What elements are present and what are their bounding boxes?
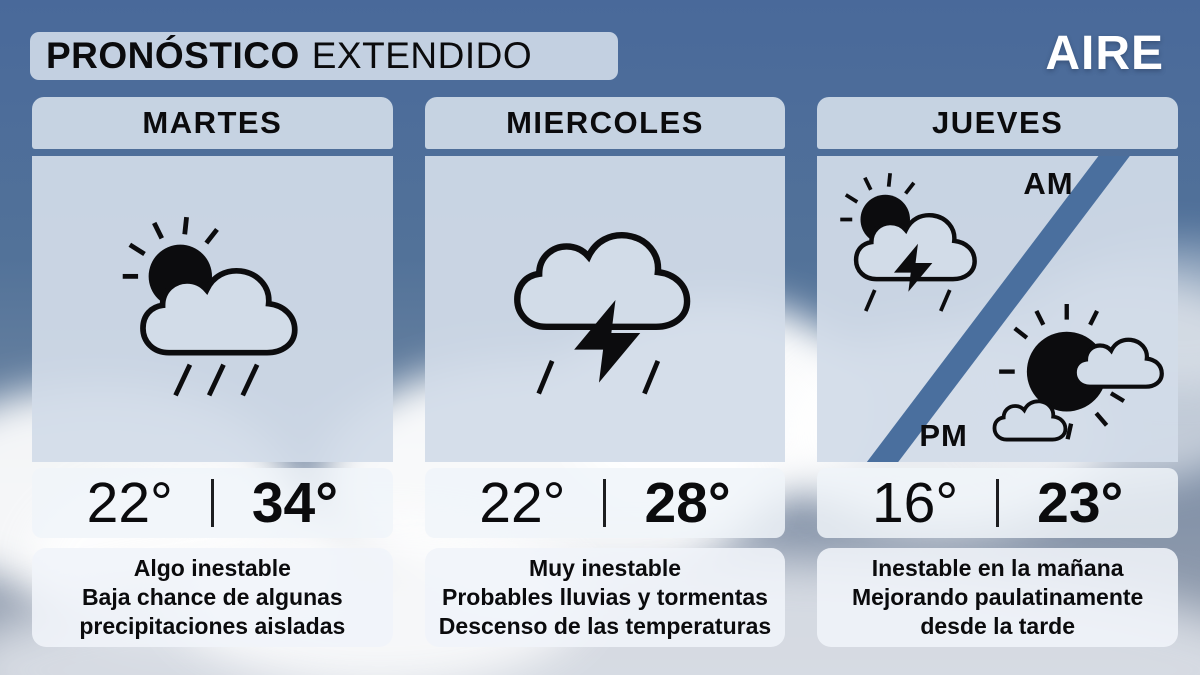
temp-separator: [603, 479, 606, 527]
description-line: Algo inestable: [133, 555, 291, 582]
temp-low: 22°: [479, 471, 566, 535]
icon-panel: [32, 156, 393, 462]
sun-behind-rain-cloud-icon: [111, 213, 313, 405]
temp-low: 16°: [871, 471, 959, 535]
description-box: [32, 548, 393, 647]
description-line: Probables lluvias y tormentas: [442, 584, 768, 611]
temp-separator: [211, 479, 214, 527]
description-line: Muy inestable: [528, 555, 682, 582]
description-line: Baja chance de algunas: [81, 584, 343, 611]
temp-high: 28°: [644, 471, 731, 535]
temperature-bar: [425, 468, 786, 538]
title-secondary: EXTENDIDO: [311, 35, 533, 76]
pm-clearing-icon: [987, 304, 1169, 460]
description-box: [425, 548, 786, 647]
title-primary: PRONÓSTICO: [46, 35, 300, 76]
page-title: [30, 32, 618, 80]
day-name: MARTES: [32, 97, 393, 149]
temperature-bar: [32, 468, 393, 538]
icon-panel-split: [817, 156, 1178, 462]
am-label: AM: [1023, 166, 1074, 201]
pm-label: PM: [919, 418, 968, 453]
temp-high: 34°: [251, 471, 339, 535]
day-card-miercoles: [425, 97, 786, 647]
temp-high: 23°: [1037, 471, 1124, 535]
description-line: desde la tarde: [920, 612, 1075, 639]
day-name: MIERCOLES: [425, 97, 786, 149]
temp-separator: [996, 479, 999, 527]
description-line: Descenso de las temperaturas: [438, 612, 772, 639]
icon-panel: [425, 156, 786, 462]
storm-cloud-lightning-icon: [504, 211, 706, 408]
temp-low: 22°: [86, 471, 173, 535]
day-card-jueves: [817, 97, 1178, 647]
day-card-martes: [32, 97, 393, 647]
forecast-board: [32, 97, 1178, 647]
am-storm-icon: [831, 170, 989, 320]
description-line: Inestable en la mañana: [871, 555, 1124, 582]
day-name: JUEVES: [817, 97, 1178, 149]
description-line: precipitaciones aisladas: [79, 612, 346, 639]
description-line: Mejorando paulatinamente: [851, 584, 1144, 611]
description-box: [817, 548, 1178, 647]
brand-logo: AIRE: [1045, 27, 1164, 80]
temperature-bar: [817, 468, 1178, 538]
